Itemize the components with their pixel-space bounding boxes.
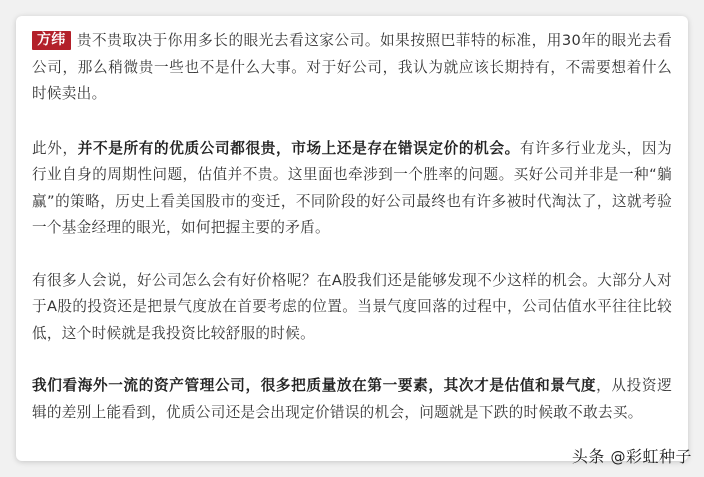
paragraph-2-intro: 此外， bbox=[32, 139, 78, 157]
article-card bbox=[16, 16, 688, 461]
watermark-at: @ bbox=[610, 448, 626, 466]
source-watermark bbox=[572, 444, 692, 467]
paragraph-2-emphasis: 并不是所有的优质公司都很贵，市场上还是存在错误定价的机会。 bbox=[77, 139, 520, 157]
paragraph-2-text: 有许多行业龙头，因为行业自身的周期性问题，估值并不贵。这里面也牵涉到一个胜率的问题。买好公司并非是一种“躺赢”的策略，历史上看美国股市的变迁，不同阶段的好公司最终也有许多被时代淘汰了，这就考验一个基金经理的眼光，如何把握主要的矛盾。 bbox=[32, 139, 672, 236]
watermark-prefix: 头条 bbox=[571, 447, 605, 466]
article-body bbox=[32, 28, 672, 426]
paragraph-3-text: 有很多人会说，好公司怎么会有好价格呢？在A股我们还是能够发现不少这样的机会。大部分人对于A股的投资还是把景气度放在首要考虑的位置。当景气度回落的过程中，公司估值水平往往比较低，这个时候就是我投资比较舒服的时候。 bbox=[32, 271, 672, 342]
paragraph-1-text: 贵不贵取决于你用多长的眼光去看这家公司。如果按照巴菲特的标准，用30年的眼光去看公司，那么稍微贵一些也不是什么大事。对于好公司，我认为就应该长期持有，不需要想着什么时候卖出。 bbox=[32, 32, 672, 102]
paragraph-3 bbox=[32, 268, 672, 348]
paragraph-4-text: ，从投资逻辑的差别上能看到，优质公司还是会出现定价错误的机会，问题就是下跌的时候敢不敢去买。 bbox=[32, 377, 672, 421]
paragraph-1 bbox=[32, 28, 672, 108]
paragraph-2 bbox=[32, 136, 672, 242]
watermark-account: 彩虹种子 bbox=[625, 447, 692, 466]
paragraph-4 bbox=[32, 373, 672, 426]
speaker-tag: 方纬 bbox=[32, 31, 71, 50]
paragraph-4-emphasis: 我们看海外一流的资产管理公司，很多把质量放在第一要素，其次才是估值和景气度 bbox=[32, 377, 597, 394]
